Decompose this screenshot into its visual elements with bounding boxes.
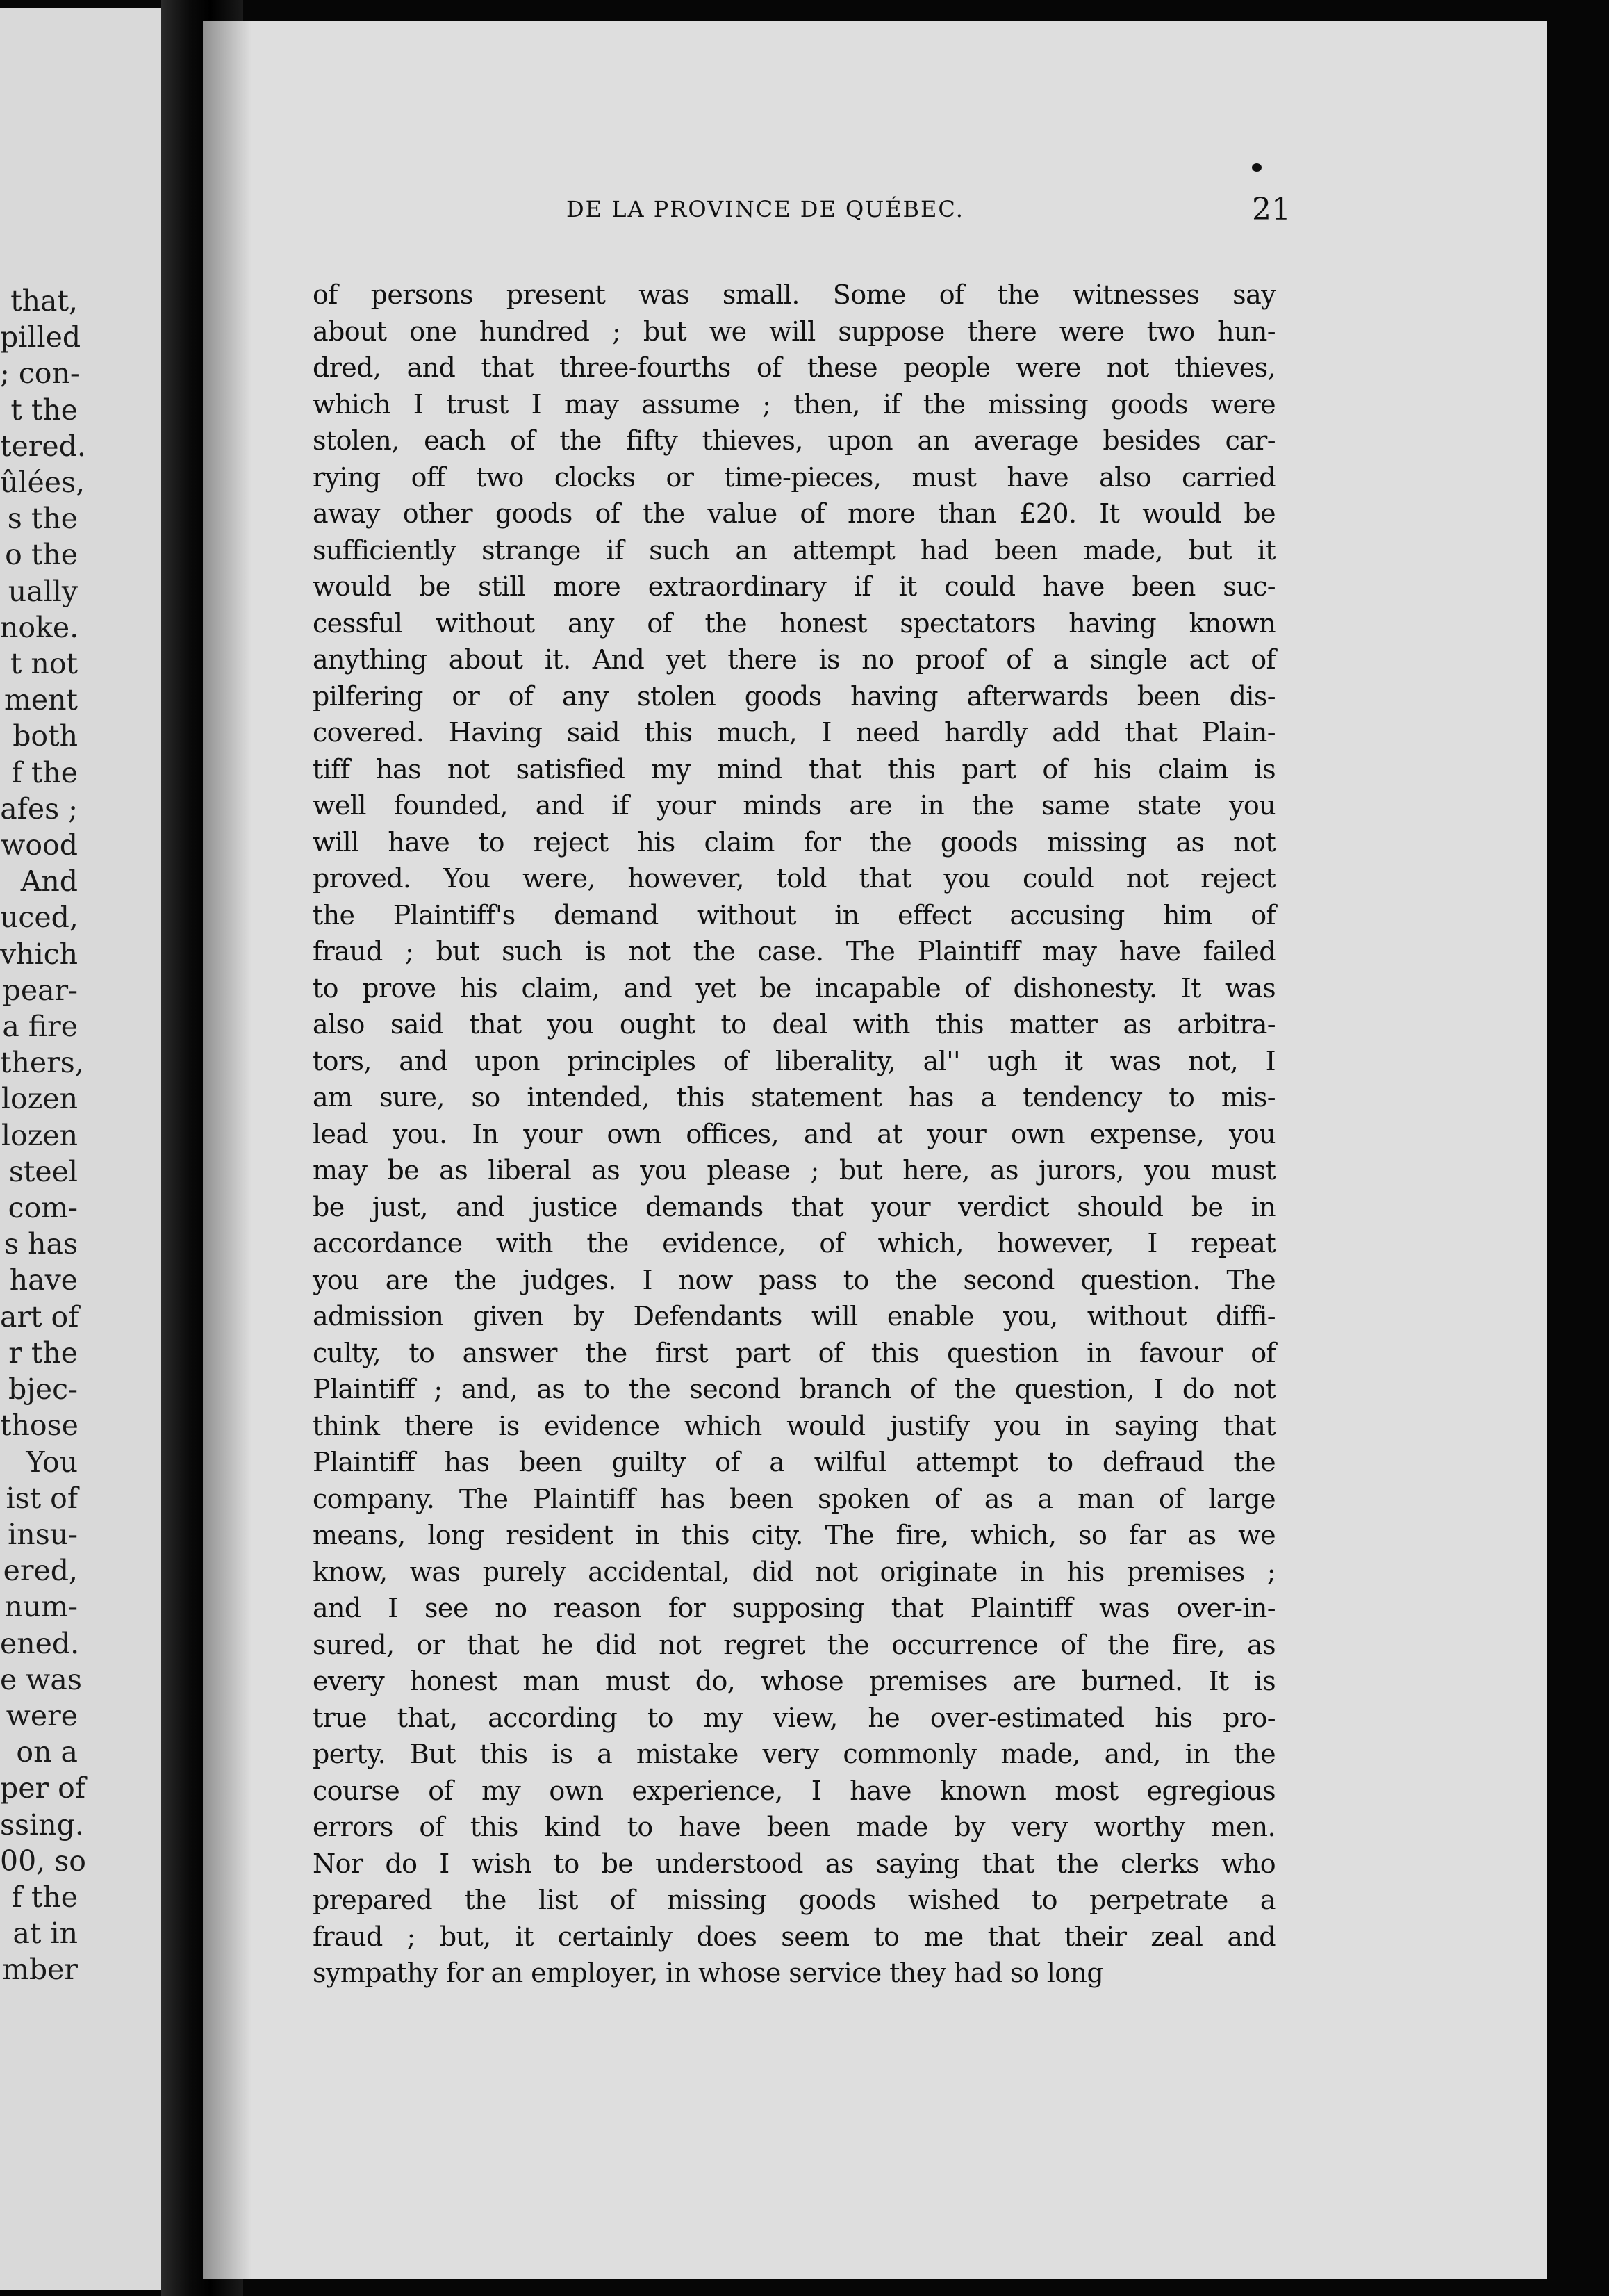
text-line: errors of this kind to have been made by very worthy men. <box>313 1812 1276 1842</box>
text-line: dred, and that three-fourths of these people were not thieves, <box>313 352 1276 383</box>
left-page-line-fragment: that, <box>10 284 78 318</box>
text-line: fraud ; but such is not the case. The Plaintiff may have failed <box>313 936 1276 967</box>
left-page-line-fragment: ; con- <box>0 356 80 391</box>
running-head <box>203 192 1547 238</box>
text-line: be just, and justice demands that your verdict should be in <box>313 1191 1276 1222</box>
text-line: course of my own experience, I have known most egregious <box>313 1775 1276 1806</box>
left-facing-page <box>0 8 161 2290</box>
text-line: rying off two clocks or time-pieces, must have also carried <box>313 461 1276 493</box>
left-page-line-fragment: num- <box>4 1590 78 1624</box>
left-page-line-fragment: And <box>20 864 78 899</box>
left-page-line-fragment: f the <box>11 755 78 789</box>
left-page-line-fragment: steel <box>8 1154 78 1188</box>
text-line: every honest man must do, whose premises are burned. It is <box>313 1666 1276 1696</box>
left-page-line-fragment: a fire <box>2 1010 78 1044</box>
text-line: about one hundred ; but we will suppose there were two hun- <box>313 315 1276 347</box>
left-page-line-fragment: ist of <box>6 1481 78 1515</box>
text-line: proved. You were, however, told that you could not reject <box>313 863 1276 894</box>
left-page-line-fragment: t the <box>10 393 78 427</box>
left-page-line-fragment: ssing. <box>0 1807 84 1842</box>
left-page-line-fragment: s has <box>4 1227 78 1261</box>
left-page-line-fragment: You <box>26 1445 78 1479</box>
left-page-line-fragment: uced, <box>0 901 79 935</box>
left-page-line-fragment: were <box>6 1698 78 1732</box>
left-page-line-fragment: per of <box>0 1771 85 1805</box>
left-page-line-fragment: lozen <box>1 1082 78 1116</box>
left-page-line-fragment: on a <box>16 1735 78 1769</box>
left-page-line-fragment: s the <box>7 502 78 536</box>
text-line: company. The Plaintiff has been spoken of as a man of large <box>313 1483 1276 1514</box>
left-page-line-fragment: at in <box>13 1917 78 1951</box>
text-line: sympathy for an employer, in whose service they had so long <box>313 1958 1104 1988</box>
left-page-line-fragment: wood <box>1 828 78 862</box>
left-page-line-fragment: 00, so <box>0 1844 86 1878</box>
text-line: perty. But this is a mistake very commonly made, and, in the <box>313 1739 1276 1769</box>
body-text <box>313 277 1276 1992</box>
left-page-line-fragment: f the <box>11 1880 78 1914</box>
text-line: Nor do I wish to be understood as saying that the clerks who <box>313 1848 1276 1879</box>
left-page-line-fragment: have <box>9 1263 78 1297</box>
text-line: means, long resident in this city. The fire, which, so far as we <box>313 1520 1276 1550</box>
left-page-line-fragment: pear- <box>2 973 78 1007</box>
text-line: and I see no reason for supposing that Plaintiff was over-in- <box>313 1593 1276 1623</box>
ink-speck <box>1252 163 1262 172</box>
left-page-line-fragment: noke. <box>0 610 79 644</box>
text-line: may be as liberal as you please ; but here, as jurors, you must <box>313 1155 1276 1186</box>
left-page-line-fragment: mber <box>2 1953 78 1987</box>
text-line: prepared the list of missing goods wished to perpetrate a <box>313 1885 1276 1915</box>
left-page-line-fragment: both <box>13 719 78 753</box>
page-number: 21 <box>1252 192 1291 227</box>
left-page-line-fragment: thers, <box>0 1046 84 1080</box>
text-line: would be still more extraordinary if it could have been suc- <box>313 571 1276 602</box>
main-page <box>203 21 1547 2279</box>
text-line: covered. Having said this much, I need hardly add that Plain- <box>313 717 1276 748</box>
left-page-line-fragment: afes ; <box>0 792 78 826</box>
left-page-line-fragment: ened. <box>0 1626 80 1660</box>
left-page-line-fragment: r the <box>8 1336 78 1370</box>
left-page-line-fragment: insu- <box>8 1517 78 1551</box>
text-line: tiff has not satisfied my mind that this part of his claim is <box>313 753 1276 785</box>
text-line: stolen, each of the fifty thieves, upon an average besides car- <box>313 425 1276 456</box>
text-line: accordance with the evidence, of which, however, I repeat <box>313 1228 1276 1258</box>
text-line: Plaintiff has been guilty of a wilful attempt to defraud the <box>313 1447 1276 1477</box>
left-page-line-fragment: those <box>0 1409 79 1443</box>
left-page-line-fragment: vhich <box>0 937 79 971</box>
left-page-line-fragment: ûlées, <box>0 466 85 500</box>
text-line: will have to reject his claim for the goods missing as not <box>313 826 1276 858</box>
text-line: the Plaintiff's demand without in effect accusing him of <box>313 899 1276 930</box>
left-page-line-fragment: tered. <box>0 429 86 463</box>
text-line: admission given by Defendants will enable you, without diffi- <box>313 1301 1276 1331</box>
text-line: of persons present was small. Some of the witnesses say <box>313 279 1276 310</box>
text-line: away other goods of the value of more than £20. It would be <box>313 498 1276 529</box>
text-line: tors, and upon principles of liberality, al'' ugh it was not, I <box>313 1045 1276 1076</box>
text-line: which I trust I may assume ; then, if the missing goods were <box>313 388 1276 420</box>
left-page-line-fragment: ually <box>8 574 78 608</box>
left-page-line-fragment: ment <box>3 683 78 717</box>
text-line: to prove his claim, and yet be incapable of dishonesty. It was <box>313 972 1276 1003</box>
text-line: well founded, and if your minds are in the same state you <box>313 790 1276 821</box>
left-page-line-fragment: o the <box>5 538 78 572</box>
left-page-line-fragment: pilled <box>0 320 81 354</box>
text-line: am sure, so intended, this statement has a tendency to mis- <box>313 1082 1276 1113</box>
left-page-line-fragment: lozen <box>1 1118 78 1152</box>
text-line: sured, or that he did not regret the occurrence of the fire, as <box>313 1629 1276 1660</box>
left-page-line-fragment: t not <box>10 647 78 681</box>
left-page-text-fragments <box>0 283 86 1988</box>
text-line: fraud ; but, it certainly does seem to me that their zeal and <box>313 1921 1276 1952</box>
text-line: sufficiently strange if such an attempt had been made, but it <box>313 534 1276 566</box>
text-line: you are the judges. I now pass to the second question. The <box>313 1264 1276 1295</box>
text-line: also said that you ought to deal with this matter as arbitra- <box>313 1009 1276 1040</box>
left-page-line-fragment: bjec- <box>8 1372 78 1407</box>
text-line: lead you. In your own offices, and at your own expense, you <box>313 1118 1276 1149</box>
left-page-line-fragment: e was <box>0 1662 82 1696</box>
text-line: cessful without any of the honest spectators having known <box>313 607 1276 639</box>
left-page-line-fragment: com- <box>8 1191 78 1225</box>
text-line: think there is evidence which would justify you in saying that <box>313 1410 1276 1441</box>
left-page-line-fragment: ered, <box>3 1554 78 1588</box>
text-line: pilfering or of any stolen goods having afterwards been dis- <box>313 680 1276 712</box>
text-line: Plaintiff ; and, as to the second branch of the question, I do not <box>313 1374 1276 1404</box>
text-line: true that, according to my view, he over-estimated his pro- <box>313 1702 1276 1733</box>
left-page-line-fragment: art of <box>0 1299 79 1334</box>
running-head-title: DE LA PROVINCE DE QUÉBEC. <box>566 196 964 222</box>
text-line: know, was purely accidental, did not originate in his premises ; <box>313 1556 1276 1587</box>
text-line: culty, to answer the first part of this question in favour of <box>313 1337 1276 1368</box>
text-line: anything about it. And yet there is no proof of a single act of <box>313 644 1276 675</box>
